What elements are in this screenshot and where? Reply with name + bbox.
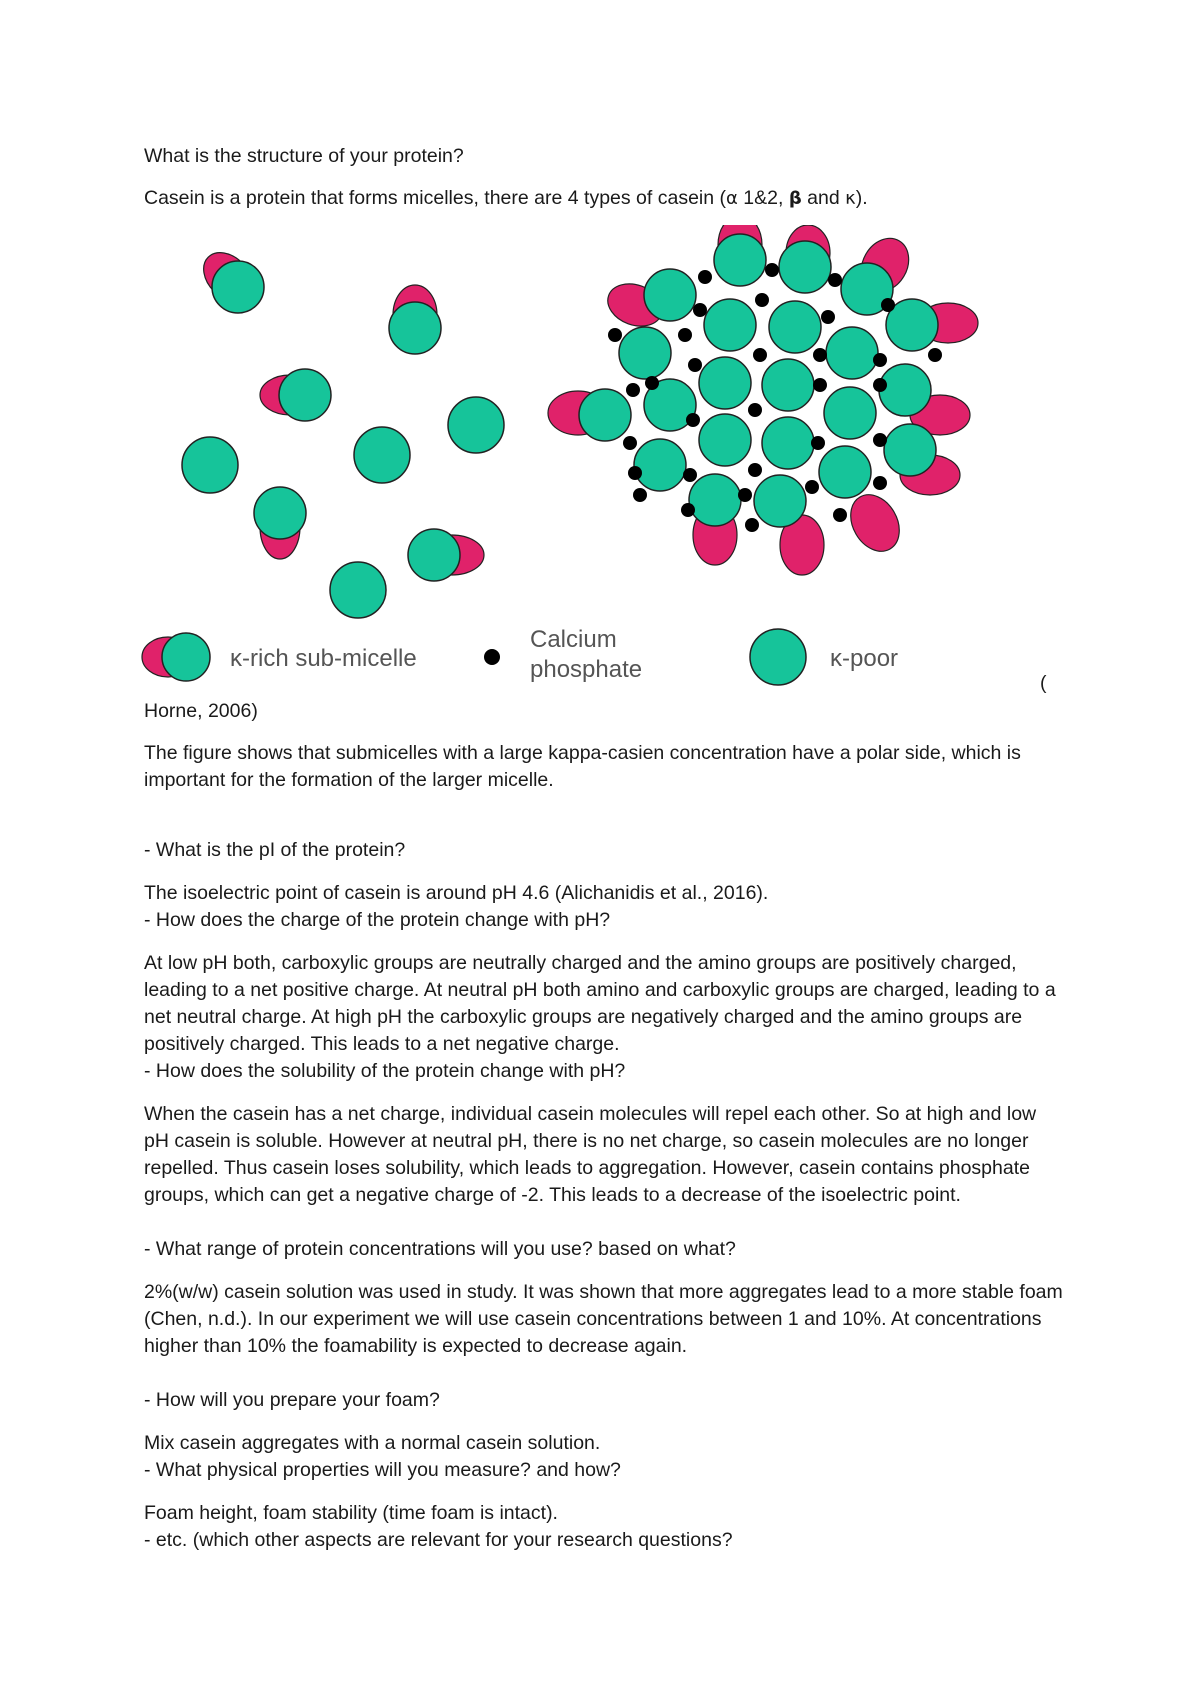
kappa-poor-submicelle — [330, 562, 386, 618]
citation-open-paren: ( — [1040, 672, 1047, 694]
citation: Horne, 2006) — [144, 700, 258, 722]
question-solubility: - How does the solubility of the protein change with pH? — [144, 1060, 626, 1082]
kappa-rich-submicelle — [194, 243, 264, 313]
intro-paragraph — [144, 185, 1064, 212]
legend-calcium-label: Calcium — [530, 626, 617, 653]
kappa-poor-submicelle — [354, 427, 410, 483]
kappa-poor-submicelle — [182, 437, 238, 493]
legend-kappa-rich-symbol — [142, 633, 210, 681]
question-structure: What is the structure of your protein? — [144, 145, 464, 167]
question-pi: - What is the pI of the protein? — [144, 839, 406, 861]
kappa-rich-submicelle — [389, 285, 441, 354]
legend-kappa-poor-label: κ-poor — [830, 645, 899, 672]
kappa-rich-submicelle — [408, 529, 484, 581]
free-submicelles — [182, 243, 504, 618]
question-concentration: - What range of protein concentrations will you use? based on what? — [144, 1238, 736, 1260]
question-etc: - etc. (which other aspects are relevant for your research questions? — [144, 1529, 733, 1551]
legend-phosphate-label: phosphate — [530, 656, 643, 683]
answer-solubility: When the casein has a net charge, individual casein molecules will repel each other. So at high and low pH casein is soluble. However at neutral pH, there is no net charge, so casein molecules are no longer repelled. Thus casein loses solubility, which leads to aggregation. However, casein contains phosphate groups, which can get a negative charge of -2. This leads to a decrease of the isoelectric point. — [144, 1103, 1037, 1206]
beta-symbol: β — [788, 188, 802, 209]
kappa-poor-submicelle — [448, 397, 504, 453]
question-foam: - How will you prepare your foam? — [144, 1389, 440, 1411]
alpha-symbol: α — [726, 188, 738, 209]
intro-text-mid1: 1&2, — [737, 187, 789, 209]
casein-micelle-figure — [140, 225, 1060, 695]
figure-legend — [142, 626, 898, 685]
kappa-rich-submicelle — [254, 487, 306, 559]
legend-kappa-rich-label: κ-rich sub-micelle — [230, 645, 417, 672]
legend-kappa-poor-symbol — [750, 629, 806, 685]
casein-micelle — [548, 225, 978, 575]
question-properties: - What physical properties will you measure? and how? — [144, 1459, 621, 1481]
kappa-rich-submicelle — [260, 369, 331, 421]
answer-properties: Foam height, foam stability (time foam is intact). — [144, 1502, 558, 1524]
intro-text: Casein is a protein that forms micelles, there are 4 types of casein ( — [144, 187, 727, 209]
intro-text-end: ). — [855, 187, 868, 209]
question-charge: - How does the charge of the protein change with pH? — [144, 909, 611, 931]
kappa-symbol: κ — [845, 188, 856, 209]
legend-calcium-phosphate-symbol — [484, 649, 500, 665]
answer-pi: The isoelectric point of casein is around pH 4.6 (Alichanidis et al., 2016). — [144, 882, 769, 904]
answer-concentration: 2%(w/w) casein solution was used in study. It was shown that more aggregates lead to a more stable foam (Chen, n.d.). In our experiment we will use casein concentrations between 1 and 10%. At concentrations higher than 10% the foamability is expected to decrease again. — [144, 1281, 1063, 1357]
intro-text-mid2: and — [801, 187, 846, 209]
figure-description: The figure shows that submicelles with a large kappa-casien concentration have a polar side, which is important for the formation of the larger micelle. — [144, 742, 1021, 791]
answer-charge: At low pH both, carboxylic groups are neutrally charged and the amino groups are positively charged, leading to a net positive charge. At neutral pH both amino and carboxylic groups are charged, leading to a net neutral charge. At high pH the carboxylic groups are negatively charged and the amino groups are positively charged. This leads to a net negative charge. — [144, 952, 1056, 1055]
answer-foam: Mix casein aggregates with a normal casein solution. — [144, 1432, 601, 1454]
